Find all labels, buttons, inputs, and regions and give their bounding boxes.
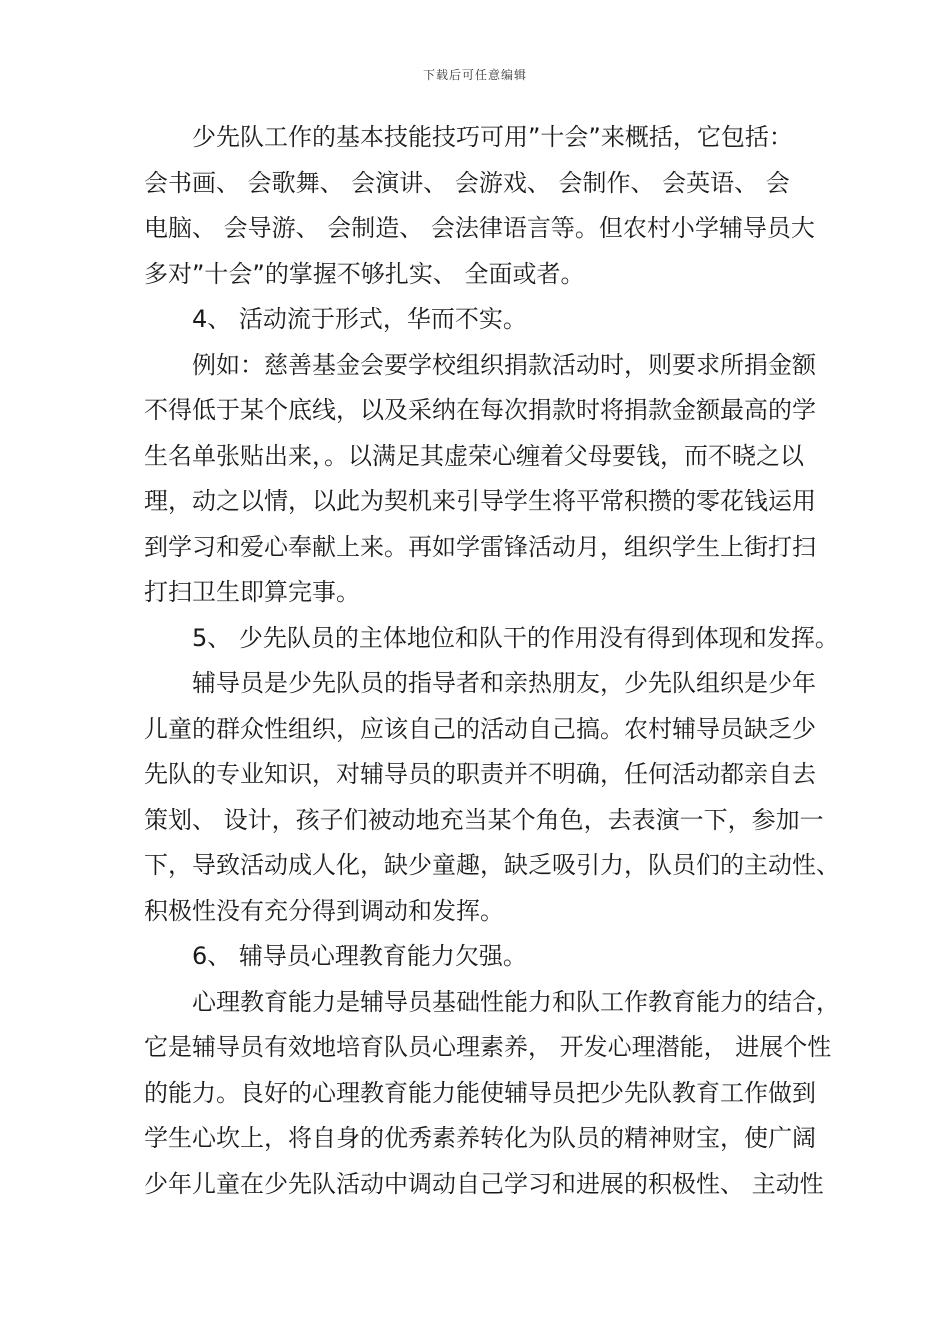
paragraph-line: 会书画、 会歌舞、 会演讲、 会游戏、 会制作、 会英语、 会	[144, 168, 790, 197]
paragraph-line: 生名单张贴出来，。以满足其虚荣心缠着父母要钱，而不晓之以	[144, 441, 804, 470]
section-heading-5: 5、 少先队员的主体地位和队干的作用没有得到体现和发挥。	[192, 623, 839, 652]
paragraph-line: 电脑、 会导游、 会制造、 会法律语言等。但农村小学辅导员大	[144, 214, 815, 242]
paragraph-line: 少先队工作的基本技能技巧可用”十会”来概括，它包括：	[192, 123, 793, 151]
paragraph-line: 理，动之以情，以此为契机来引导学生将平常积攒的零花钱运用	[144, 487, 816, 515]
paragraph-line: 不得低于某个底线，以及采纳在每次捐款时将捐款金额最高的学	[144, 396, 816, 424]
paragraph-line: 的能力。良好的心理教育能力能使辅导员把少先队教育工作做到	[144, 1078, 816, 1107]
section-heading-6: 6、 辅导员心理教育能力欠强。	[192, 942, 527, 970]
paragraph-line: 辅导员是少先队员的指导者和亲热朋友，少先队组织是少年	[192, 669, 816, 697]
paragraph-line: 心理教育能力是辅导员基础性能力和队工作教育能力的结合，	[192, 987, 840, 1016]
paragraph-line: 积极性没有充分得到调动和发挥。	[144, 896, 504, 925]
paragraph-line: 儿童的群众性组织，应该自己的活动自己搞。农村辅导员缺乏少	[144, 714, 816, 743]
paragraph-line: 下，导致活动成人化，缺少童趣，缺乏吸引力，队员们的主动性、	[144, 851, 840, 879]
section-heading-4: 4、 活动流于形式，华而不实。	[192, 305, 527, 333]
paragraph-line: 例如：慈善基金会要学校组织捐款活动时，则要求所捐金额	[192, 350, 816, 379]
paragraph-line: 学生心坎上，将自身的优秀素养转化为队员的精神财宝，使广阔	[144, 1124, 816, 1152]
paragraph-line: 策划、 设计，孩子们被动地充当某个角色，去表演一下，参加一	[144, 805, 824, 834]
paragraph-line: 少年儿童在少先队活动中调动自己学习和进展的积极性、 主动性	[144, 1169, 824, 1198]
paragraph-line: 到学习和爱心奉献上来。再如学雷锋活动月，组织学生上街打扫	[144, 532, 816, 561]
document-body	[144, 115, 840, 1207]
paragraph-line: 多对”十会”的掌握不够扎实、 全面或者。	[144, 259, 585, 288]
paragraph-line: 它是辅导员有效地培育队员心理素养， 开发心理潜能， 进展个性	[144, 1033, 832, 1061]
paragraph-line: 先队的专业知识，对辅导员的职责并不明确，任何活动都亲自去	[144, 760, 816, 788]
paragraph-line: 打扫卫生即算完事。	[144, 578, 360, 606]
page-header: 下载后可任意编辑	[422, 68, 527, 82]
